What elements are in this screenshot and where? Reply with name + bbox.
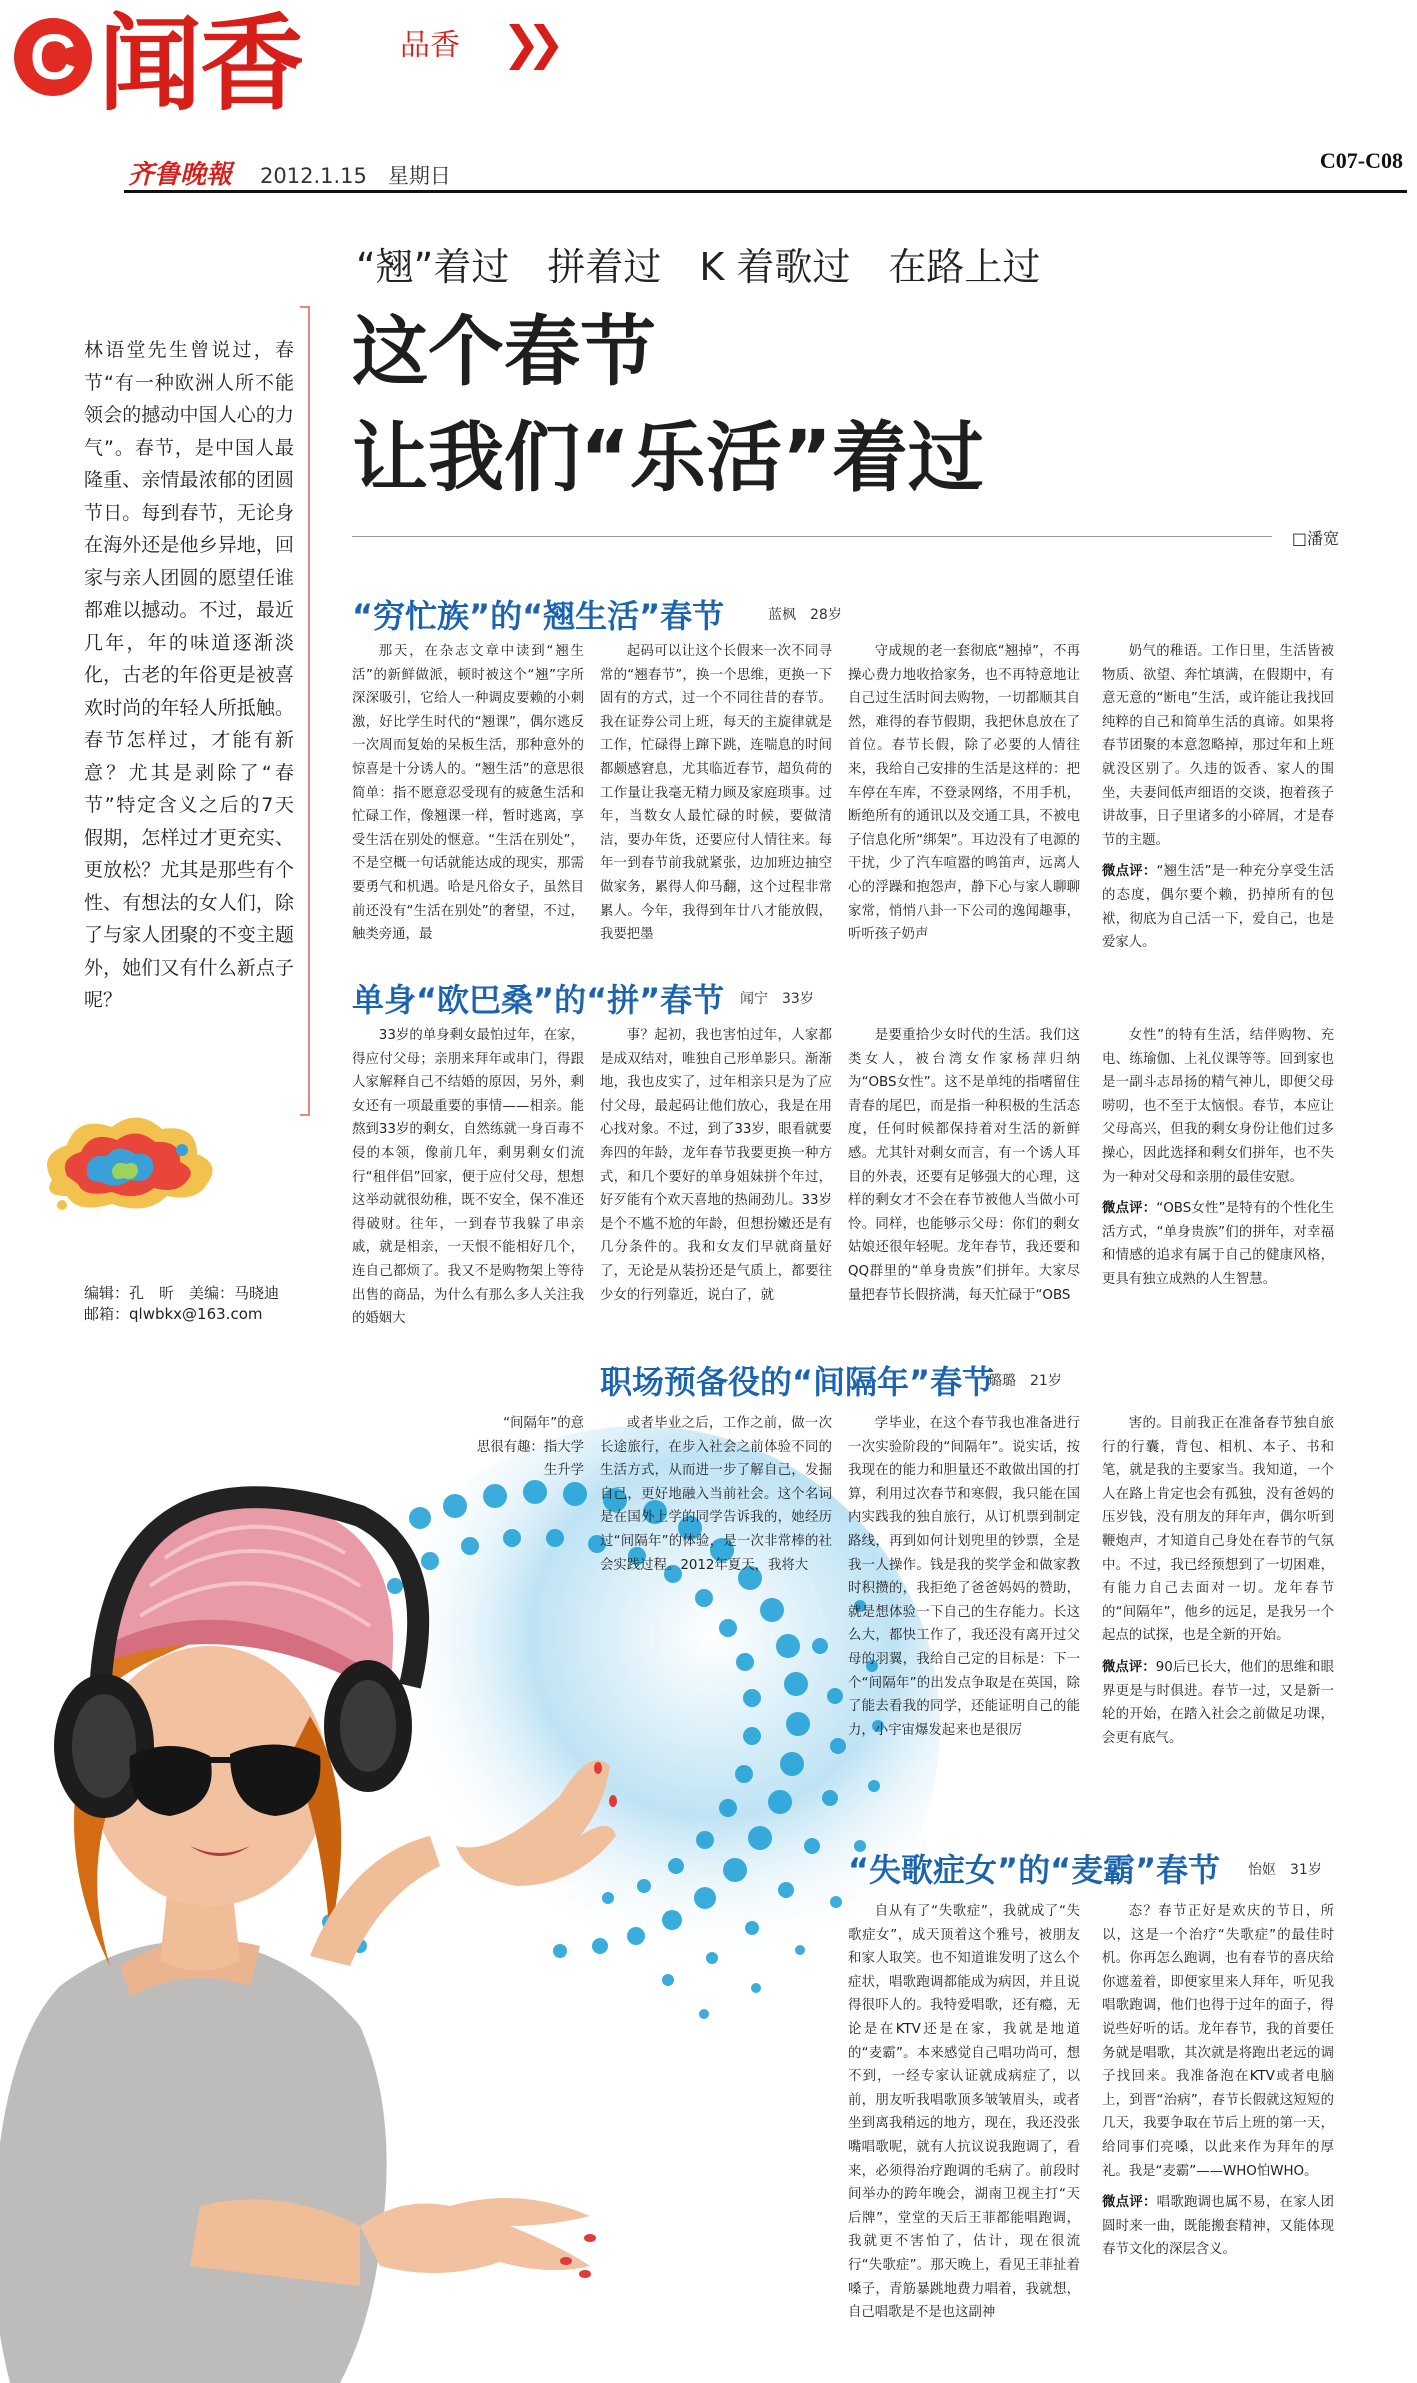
article-column: 自从有了“失歌症”，我就成了“失歌症女”，成天顶着这个雅号，被朋友和家人取笑。也不知道谁发明了这么个症状，唱歌跑调都能成为病因，并且说得很吓人的。我特爱唱歌，还有瘾，无论是在KTV还是在家，我就是地道的“麦霸”。本来感觉自己唱功尚可，想不到，一经专家认证就成病症了，以前，朋友听我唱歌顶多皱皱眉头，或者坐到离我稍远的地方，现在，我还没张嘴唱歌呢，就有人抗议说我跑调了，看来，必须得治疗跑调的毛病了。前段时间举办的跨年晚会，湖南卫视主打“天后牌”，堂堂的天后王菲都能唱跑调，我就更不害怕了，估计，现在很流行“失歌症”。那天晚上，看见王菲扯着嗓子，青筋暴跳地费力唱着，我就想，自己唱歌是不是也这副神 [848, 1904, 1080, 2321]
article-column: 起码可以让这个长假来一次不同寻常的“翘春节”，换一个思维，更换一下固有的方式，过一个不同往昔的春节。我在证券公司上班，每天的主旋律就是工作，忙碌得上蹿下跳，连喘息的时间都颇感窘息，尤其临近春节，超负荷的工作量让我毫无精力顾及家庭琐事。过年，当数女人最忙碌的时候，要做清洁，要办年货，还要应付人情往来。每年一到春节前我就紧张，边加班边抽空做家务，累得人仰马翻，这个过程非常累人。今年，我得到年廿八才能放假，我要把墨 [600, 644, 832, 943]
article-title: 职场预备役的“间隔年”春节 [600, 1363, 995, 1401]
headline-rule [352, 536, 1272, 537]
article-column: 是要重拾少女时代的生活。我们这类女人，被台湾女作家杨萍归纳为“OBS女性”。这不是单纯的指嗜留住青春的尾巴，而是指一种积极的生活态度，任何时候都保持着对生活的新鲜感。尤其针对剩女而言，有一个诱人耳目的外表，还要有足够强大的心理，这样的剩女才不会在春节被他人当做小可怜。同样，也能够示父母：你们的剩女姑娘还很年轻呢。龙年春节，我还要和QQ群里的“单身贵族”们拼年。大家尽量把春节长假挤满，每天忙碌于“OBS [848, 1028, 1080, 1303]
article-comment: 90后已长大，他们的思维和眼界更是与时俱进。春节一过，又是新一轮的开始，在踏入社会之前做足功课，会更有底气。 [1102, 1659, 1334, 1746]
intro-paragraph: 林语堂先生曾说过，春节“有一种欧洲人所不能领会的撼动中国人心的力气”。春节，是中国人最隆重、亲情最浓郁的团圆节日。每到春节，无论身在海外还是他乡异地，回家与亲人团圆的愿望任谁都难以撼动。不过，最近几年，年的味道逐渐淡化，古老的年俗更是被喜欢时尚的年轻人所抵触。春节怎样过，才能有新意？尤其是剥除了“春节”特定含义之后的7天假期，怎样过才更充实、更放松？尤其是那些有个性、有想法的女人们，除了与家人团聚的不变主题外，她们又有什么新点子呢？ [84, 339, 294, 1011]
header-rule [124, 190, 1407, 193]
chevron-right-icon: ❯❯ [502, 16, 552, 70]
comment-label: 微点评： [1102, 1201, 1157, 1217]
credits [84, 1283, 279, 1325]
article-author: 怡妪 31岁 [1248, 1862, 1322, 1878]
article-title: 单身“欧巴桑”的“拼”春节 [352, 981, 725, 1019]
comment-label: 微点评： [1102, 864, 1157, 880]
article-title: “穷忙族”的“翘生活”春节 [352, 597, 725, 635]
page-numbers: C07-C08 [1319, 148, 1403, 173]
headline-line-1: 这个春节 [352, 307, 656, 396]
issue-date: 2012.1.15 星期日 [260, 164, 451, 188]
editor-credit: 编辑：孔 昕 美编：马晓迪 [84, 1284, 280, 1302]
article-column: 或者毕业之后，工作之前，做一次长途旅行，在步入社会之前体验不同的生活方式，从而进一步了解自己，发掘自己，更好地融入当前社会。这个名词是在国外上学的同学告诉我的，她经历过“间隔年”的体验，是一次非常棒的社会实践过程。2012年夏天，我将大 [600, 1416, 832, 1573]
article-column: 事？起初，我也害怕过年，人家都是成双结对，唯独自己形单影只。渐渐地，我也皮实了，过年相亲只是为了应付父母，最起码让他们放心，我是在用心找对象。不过，到了33岁，眼看就要奔四的年龄，龙年春节我要更换一种方式，和几个要好的单身姐妹拼个年过，好歹能有个欢天喜地的热闹劲儿。33岁是个不尴不尬的年龄，但想扮嫩还是有几分条件的。我和女友们早就商量好了，无论是从装扮还是气质上，都要往少女的行列靠近，说白了，就 [600, 1028, 832, 1303]
article-comment: “OBS女性”是特有的个性化生活方式，“单身贵族”们的拼年，对幸福和情感的追求有属于自己的健康风格，更具有独立成熟的人生智慧。 [1102, 1201, 1334, 1287]
article-author: 璐璐 21岁 [988, 1373, 1062, 1389]
article-column: 守成规的老一套彻底“翘掉”，不再操心费力地收拾家务，也不再特意地让自己过生活时间去购物，一切都顺其自然，难得的春节假期，我把休息放在了首位。春节长假，除了必要的人情往来，我给自己安排的生活是这样的：把车停在车库，不登录网络，不用手机，断绝所有的通讯以及交通工具，不被电子信息化所“绑架”。耳边没有了电源的干扰，少了汽车喧嚣的鸣笛声，远离人心的浮躁和抱怨声，静下心与家人聊聊家常，悄悄八卦一下公司的逸闻趣事，听听孩子奶声 [848, 644, 1080, 943]
article-author: 闻宁 33岁 [740, 991, 814, 1007]
article-comment: “翘生活”是一种充分享受生活的态度，偶尔要个赖，扔掉所有的包袱，彻底为自己活一下，爱自己，也是爱家人。 [1102, 864, 1334, 951]
article-title: “失歌症女”的“麦霸”春节 [848, 1851, 1221, 1889]
section-logo: 闻香 [98, 3, 303, 125]
article-comment: 唱歌跑调也属不易，在家人团圆时来一曲，既能搬套精神，又能体现春节文化的深层含义。 [1102, 2195, 1334, 2258]
byline: □潘宽 [1291, 529, 1339, 548]
article-column: 那天，在杂志文章中读到“翘生活”的新鲜做派，顿时被这个“翘”字所深深吸引，它给人一种调皮要赖的小刺激，好比学生时代的“翘课”，偶尔逃反一次周而复始的呆板生活，那种意外的惊喜是十分诱人的。“翘生活”的意思很简单：指不愿意忍受现有的疲惫生活和忙碌工作，像翘课一样，暂时逃离，享受生活在别处的惬意。“生活在别处”，不是空概一句话就能达成的现实，那需要勇气和机遇。哈是凡俗女子，虽然目前还没有“生活在别处”的奢望，不过，触类旁通，最 [352, 644, 584, 943]
comment-label: 微点评： [1102, 2195, 1157, 2211]
section-subtitle: 品香 [400, 28, 460, 63]
article-column: 害的。目前我正在准备春节独自旅行的行囊，背包、相机、本子、书和笔，就是我的主要家当。我知道，一个人在路上肯定也会有孤独，没有爸妈的压岁钱，没有朋友的拜年声，偶尔听到鞭炮声，才知道自己身处在春节的气氛中。不过，我已经预想到了一切困难，有能力自己去面对一切。龙年春节的“间隔年”，他乡的远足，是我另一个起点的试探，也是全新的开始。 微点评：90后已长大，他们的思维和眼界更是与时俱进。春节一过，又是新一轮的开始，在踏入社会之前做足功课，会更有底气。 [1102, 1416, 1334, 1746]
article-column: 奶气的稚语。工作日里，生活皆被物质、欲望、奔忙填满，在假期中，有意无意的“断电”生活，或许能让我找回纯粹的自己和简单生活的真谛。如果将春节团聚的本意忽略掉，那过年和上班就没区别了。久违的饭香、家人的围坐，夫妻间低声细语的交谈，抱着孩子讲故事，日子里诸多的小碎屑，才是春节的主题。 微点评：“翘生活”是一种充分享受生活的态度，偶尔要个赖，扔掉所有的包袱，彻底为自己活一下，爱自己，也是爱家人。 [1102, 644, 1334, 951]
comment-label: 微点评： [1102, 1659, 1156, 1675]
article-column: 女性”的特有生活，结伴购物、充电、练瑜伽、上礼仪课等等。回到家也是一副斗志昂扬的精气神儿，即便父母唠叨，也不至于太恼恨。春节，本应让父母高兴，但我的剩女身份让他们过多操心，因此选择和剩女们拼年，也不失为一种对父母和亲朋的最佳安慰。 微点评：“OBS女性”是特有的个性化生活方式，“单身贵族”们的拼年，对幸福和情感的追求有属于自己的健康风格，更具有独立成熟的人生智慧。 [1102, 1028, 1334, 1287]
article-column: “间隔年”的意思很有趣：指大学生升学 [476, 1416, 584, 1479]
article-column: 态？春节正好是欢庆的节日，所以，这是一个治疗“失歌症”的最佳时机。你再怎么跑调，也有春节的喜庆给你遮羞着，即便家里来人拜年，听见我唱歌跑调，他们也得于过年的面子，得说些好听的话。龙年春节，我的首要任务就是唱歌，其次就是将跑出老远的调子找回来。我准备泡在KTV或者电脑上，到晋“治病”，春节长假就这短短的几天，我要争取在节后上班的第一天，给同事们亮嗓，以此来作为拜年的厚礼。我是“麦霸”——WHO怕WHO。 微点评：唱歌跑调也属不易，在家人团圆时来一曲，既能搬套精神，又能体现春节文化的深层含义。 [1102, 1904, 1334, 2258]
headline-line-2: 让我们“乐活”着过 [352, 413, 984, 502]
email-credit: 邮箱：qlwbkx@163.com [84, 1305, 263, 1323]
auspicious-cloud-ornament [32, 1110, 222, 1220]
headline-kicker: “翘”着过 拼着过 K 着歌过 在路上过 [356, 245, 1041, 289]
logo-badge: C [14, 18, 92, 96]
article-column: 33岁的单身剩女最怕过年，在家，得应付父母；亲朋来拜年或串门，得跟人家解释自己不结婚的原因，另外，剩女还有一项最重要的事情——相亲。能熬到33岁的剩女，自然练就一身百毒不侵的本领，像前几年，剩男剩女们流行“租伴侣”回家，便于应付父母，想想这举动就很幼稚，既不安全，保不准还得破财。往年，一到春节我躲了串亲戚，就是相亲，一天恨不能相好几个，连自己都烦了。我又不是购物架上等待出售的商品，为什么有那么多人关注我的婚姻大 [352, 1028, 584, 1327]
intro-bracket [300, 306, 310, 1116]
article-author: 蓝枫 28岁 [768, 607, 842, 623]
newspaper-name: 齐鲁晚報 [128, 160, 233, 190]
article-column: 学毕业，在这个春节我也准备进行一次实验阶段的“间隔年”。说实话，按我现在的能力和胆量还不敢做出国的打算，利用过次春节和寒假，我只能在国内实践我的独自旅行，从订机票到制定路线，再到如何计划兜里的钞票，全是我一人操作。钱是我的奖学金和做家教时积攒的，我拒绝了爸爸妈妈的赞助，就是想体验一下自己的生存能力。长这么大，都快工作了，我还没有离开过父母的羽翼，我给自己定的目标是：下一个“间隔年”的出发点争取是在英国，除了能去看我的同学，还能证明自己的能力，小宇宙爆发起来也是很厉 [848, 1416, 1080, 1738]
